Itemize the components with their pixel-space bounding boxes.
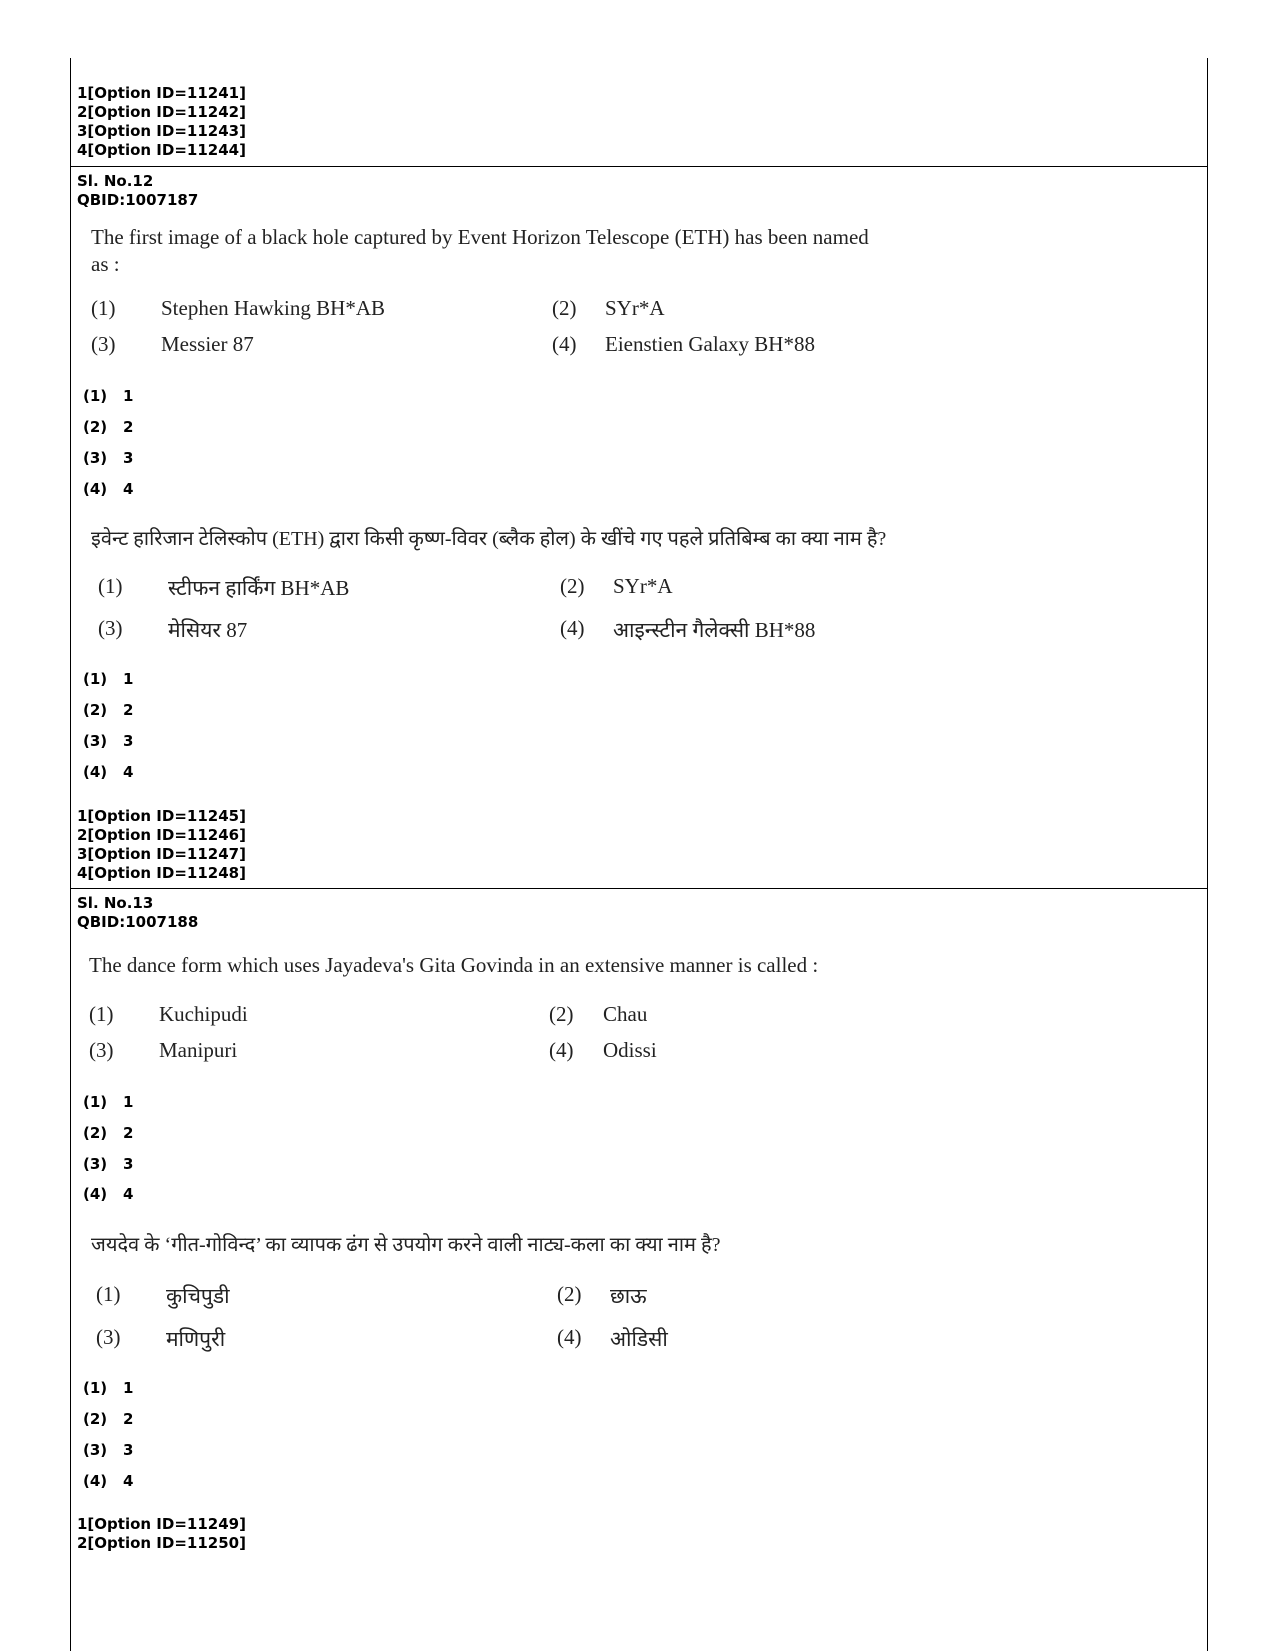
q12-hi-opt-num: (3)	[98, 616, 123, 640]
q13-hi-opt-num: (2)	[557, 1282, 582, 1306]
q13-hi-opt-num: (4)	[557, 1325, 582, 1349]
q13-answer-choice[interactable]: (3) 3	[83, 1441, 134, 1459]
q12-answer-choice[interactable]: (2) 2	[83, 418, 134, 436]
q12-answer-choice[interactable]: (1) 1	[83, 387, 134, 405]
q12-en-opt-text: Messier 87	[161, 332, 254, 356]
q13-answer-choice[interactable]: (3) 3	[83, 1155, 134, 1173]
q12-answer-choice[interactable]: (2) 2	[83, 701, 134, 719]
option-id: 4[Option ID=11248]	[77, 864, 246, 882]
q13-en-opt-text: Odissi	[603, 1038, 657, 1062]
serial-number: Sl. No.13	[77, 894, 154, 912]
q13-answer-choice[interactable]: (4) 4	[83, 1185, 134, 1203]
q13-en-opt-text: Kuchipudi	[159, 1002, 248, 1026]
q13-answer-choice[interactable]: (1) 1	[83, 1093, 134, 1111]
q13-header	[77, 894, 198, 932]
q13-en-opt-text: Chau	[603, 1002, 648, 1026]
q13-answer-choice[interactable]: (2) 2	[83, 1124, 134, 1142]
q13-question-en: The dance form which uses Jayadeva's Gita Govinda in an extensive manner is called :	[89, 953, 819, 977]
divider-q12	[70, 166, 1208, 167]
q12-answer-choice[interactable]: (3) 3	[83, 449, 134, 467]
q12-en-opt-num: (1)	[91, 296, 116, 320]
option-id: 3[Option ID=11247]	[77, 845, 246, 863]
qbid: QBID:1007187	[77, 191, 199, 209]
serial-number: Sl. No.12	[77, 172, 154, 190]
option-id-list-top	[77, 84, 246, 160]
option-id: 4[Option ID=11244]	[77, 141, 246, 159]
qbid: QBID:1007188	[77, 913, 199, 931]
q13-hi-opt-text: मणिपुरी	[166, 1327, 226, 1351]
q12-header	[77, 172, 198, 210]
q12-hi-opt-text: स्टीफन हार्किंग BH*AB	[168, 576, 350, 600]
option-id: 2[Option ID=11246]	[77, 826, 246, 844]
option-id: 2[Option ID=11250]	[77, 1534, 246, 1552]
q12-hi-opt-text: मेसियर 87	[168, 618, 248, 642]
q13-en-opt-num: (4)	[549, 1038, 574, 1062]
q13-hi-opt-text: छाऊ	[610, 1284, 647, 1308]
q12-en-opt-text: Stephen Hawking BH*AB	[161, 296, 385, 320]
q12-hi-opt-num: (1)	[98, 574, 123, 598]
q12-question-en-line2: as :	[91, 252, 120, 276]
q13-answer-choice[interactable]: (4) 4	[83, 1472, 134, 1490]
q12-answer-choice[interactable]: (4) 4	[83, 763, 134, 781]
q12-hi-opt-num: (2)	[560, 574, 585, 598]
q13-hi-opt-text: ओडिसी	[610, 1327, 668, 1351]
q12-answer-choice[interactable]: (4) 4	[83, 480, 134, 498]
q13-en-opt-num: (3)	[89, 1038, 114, 1062]
option-id: 1[Option ID=11241]	[77, 84, 246, 102]
q13-option-id-list	[77, 1515, 246, 1553]
q13-en-opt-text: Manipuri	[159, 1038, 238, 1062]
q13-hi-opt-num: (3)	[96, 1325, 121, 1349]
q12-en-opt-num: (3)	[91, 332, 116, 356]
option-id: 1[Option ID=11249]	[77, 1515, 246, 1533]
q12-answer-choice[interactable]: (3) 3	[83, 732, 134, 750]
q13-answer-choice[interactable]: (2) 2	[83, 1410, 134, 1428]
q12-en-opt-text: Eienstien Galaxy BH*88	[605, 332, 815, 356]
q12-answer-choice[interactable]: (1) 1	[83, 670, 134, 688]
divider-q13	[70, 888, 1208, 889]
q12-question-hi: इवेन्ट हारिजान टेलिस्कोप (ETH) द्वारा किसी कृष्ण-विवर (ब्लैक होल) के खींचे गए पहले प्रतिबिम्ब का क्या नाम है?	[91, 528, 887, 550]
q12-option-id-list	[77, 807, 246, 883]
q13-en-opt-num: (2)	[549, 1002, 574, 1026]
q13-answer-choice[interactable]: (1) 1	[83, 1379, 134, 1397]
q13-en-opt-num: (1)	[89, 1002, 114, 1026]
q12-en-opt-text: SYr*A	[605, 296, 665, 320]
q12-question-en-line1: The first image of a black hole captured by Event Horizon Telescope (ETH) has been named	[91, 225, 869, 249]
q12-hi-opt-text: SYr*A	[613, 574, 673, 598]
q12-en-opt-num: (2)	[552, 296, 577, 320]
q12-hi-opt-text: आइन्स्टीन गैलेक्सी BH*88	[613, 618, 816, 642]
q13-question-hi: जयदेव के ‘गीत-गोविन्द’ का व्यापक ढंग से उपयोग करने वाली नाट्य-कला का क्या नाम है?	[91, 1234, 721, 1256]
q13-hi-opt-num: (1)	[96, 1282, 121, 1306]
q12-hi-opt-num: (4)	[560, 616, 585, 640]
q12-en-opt-num: (4)	[552, 332, 577, 356]
q13-hi-opt-text: कुचिपुडी	[166, 1284, 230, 1308]
option-id: 3[Option ID=11243]	[77, 122, 246, 140]
option-id: 2[Option ID=11242]	[77, 103, 246, 121]
option-id: 1[Option ID=11245]	[77, 807, 246, 825]
